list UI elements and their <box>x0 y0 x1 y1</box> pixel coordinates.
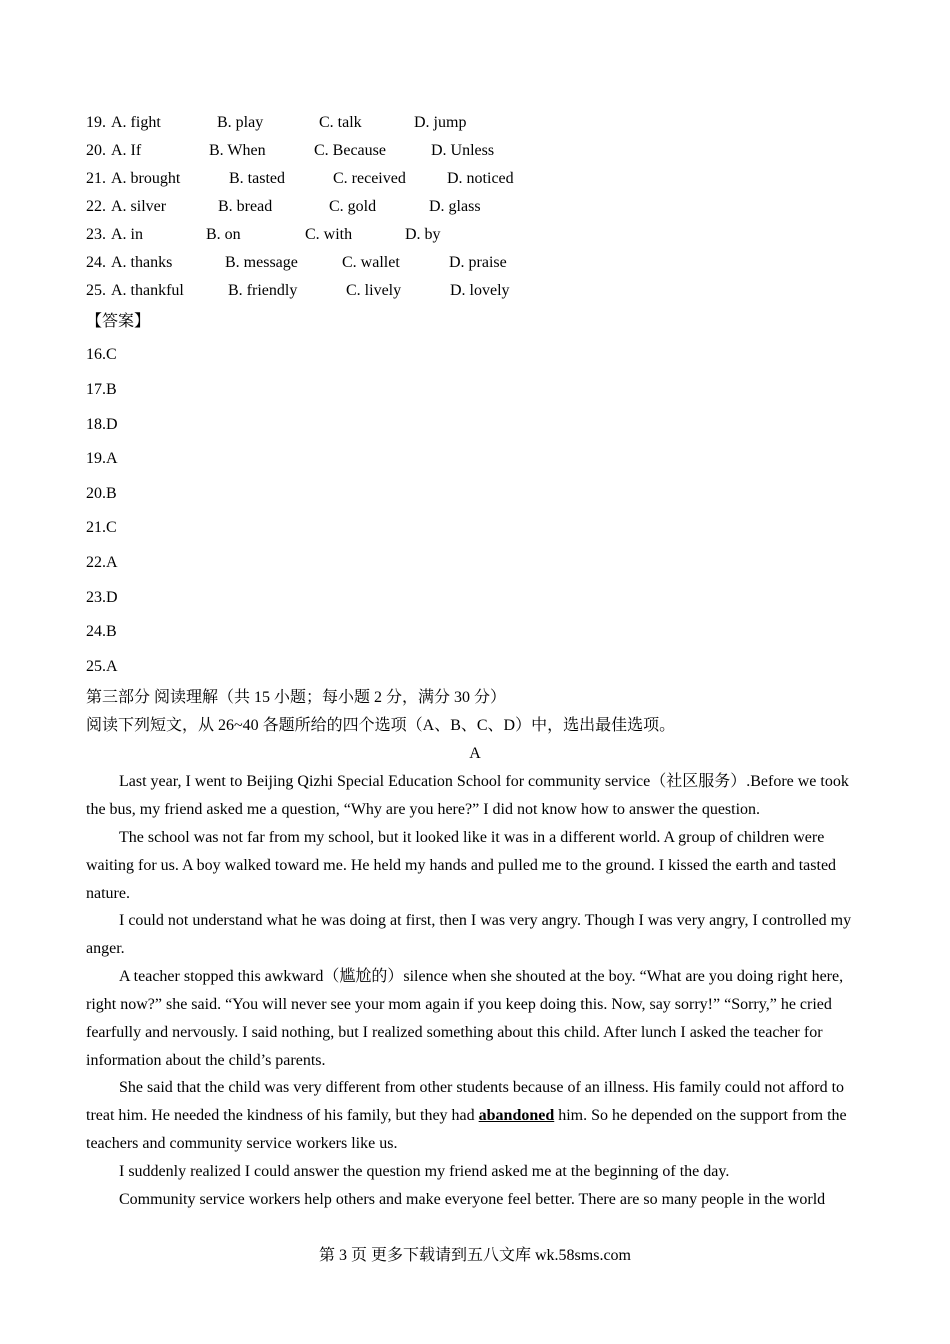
passage-paragraph: I suddenly realized I could answer the question my friend asked me at the beginning of the day. <box>119 1163 730 1180</box>
answer-item: 17.B <box>86 381 117 398</box>
question-number: 19. <box>86 114 106 131</box>
answer-item: 19.A <box>86 450 118 467</box>
option-b: B. tasted <box>229 170 285 187</box>
answer-item: 24.B <box>86 623 117 640</box>
passage-paragraph <box>86 1074 866 1158</box>
paragraph-text: him. So he depended on the support from the teachers and community service workers like us. <box>86 1106 847 1152</box>
option-c: C. received <box>333 170 406 187</box>
option-b: B. play <box>217 114 264 131</box>
option-a: A. fight <box>111 114 161 131</box>
section-instruction: 阅读下列短文，从 26~40 各题所给的四个选项（A、B、C、D）中，选出最佳选项。 <box>86 717 676 734</box>
answer-item: 25.A <box>86 658 118 675</box>
passage-paragraph: I could not understand what he was doing at first, then I was very angry. Though I was very angry, I controlled my anger. <box>86 912 852 957</box>
option-d: D. by <box>405 226 441 243</box>
answer-item: 21.C <box>86 519 117 536</box>
option-b: B. friendly <box>228 282 298 299</box>
option-d: D. lovely <box>450 282 510 299</box>
question-number: 23. <box>86 226 106 243</box>
question-number: 24. <box>86 254 106 271</box>
option-a: A. silver <box>111 198 167 215</box>
option-a: A. brought <box>111 170 181 187</box>
option-a: A. in <box>111 226 143 243</box>
option-c: C. lively <box>346 282 402 299</box>
question-number: 21. <box>86 170 106 187</box>
answer-heading: 【答案】 <box>86 313 151 330</box>
option-d: D. jump <box>414 114 467 131</box>
passage-paragraph: A teacher stopped this awkward（尴尬的）silence when she shouted at the boy. “What are you doing right here, right now?” she said. “You will never see your mom again if you keep doing this. Now, say sorry!” “Sorry,” he cried fearfully and nervously. I said nothing, but I realized something about this child. After lunch I asked the teacher for information about the child’s parents. <box>86 968 844 1069</box>
answer-item: 20.B <box>86 485 117 502</box>
option-d: D. glass <box>429 198 481 215</box>
option-a: A. thanks <box>111 254 173 271</box>
option-b: B. bread <box>218 198 273 215</box>
section-title: 第三部分 阅读理解（共 15 小题；每小题 2 分，满分 30 分） <box>86 689 507 706</box>
option-c: C. talk <box>319 114 362 131</box>
passage-paragraph: Community service workers help others and make everyone feel better. There are so many people in the world <box>119 1191 826 1208</box>
option-a: A. If <box>111 142 142 159</box>
option-d: D. praise <box>449 254 507 271</box>
option-a: A. thankful <box>111 282 184 299</box>
question-number: 20. <box>86 142 106 159</box>
option-b: B. message <box>225 254 298 271</box>
option-b: B. When <box>209 142 266 159</box>
passage-paragraph: The school was not far from my school, but it looked like it was in a different world. A group of children were waiting for us. A boy walked toward me. He held my hands and pulled me to the ground. I kissed the earth and tasted nature. <box>86 829 837 902</box>
option-c: C. with <box>305 226 353 243</box>
option-c: C. wallet <box>342 254 400 271</box>
option-b: B. on <box>206 226 241 243</box>
option-d: D. Unless <box>431 142 495 159</box>
answer-item: 18.D <box>86 416 118 433</box>
paragraph-text: She said that the child was very different from other students because of an illness. His family could not afford to treat him. He needed the kindness of his family, but they had <box>86 1079 845 1124</box>
passage-label: A <box>469 745 481 762</box>
option-d: D. noticed <box>447 170 514 187</box>
answer-item: 22.A <box>86 554 118 571</box>
answer-item: 23.D <box>86 589 118 606</box>
question-number: 25. <box>86 282 106 299</box>
keyword-abandoned: abandoned <box>478 1106 555 1124</box>
question-number: 22. <box>86 198 106 215</box>
option-c: C. gold <box>329 198 377 215</box>
page-footer: 第 3 页 更多下载请到五八文库 wk.58sms.com <box>318 1247 631 1264</box>
option-c: C. Because <box>314 142 386 159</box>
passage-paragraph: Last year, I went to Beijing Qizhi Special Education School for community service（社区服务）.Before we took the bus, my friend asked me a question, “Why are you here?” I did not know how to answer the question. <box>86 773 849 818</box>
answer-item: 16.C <box>86 346 117 363</box>
